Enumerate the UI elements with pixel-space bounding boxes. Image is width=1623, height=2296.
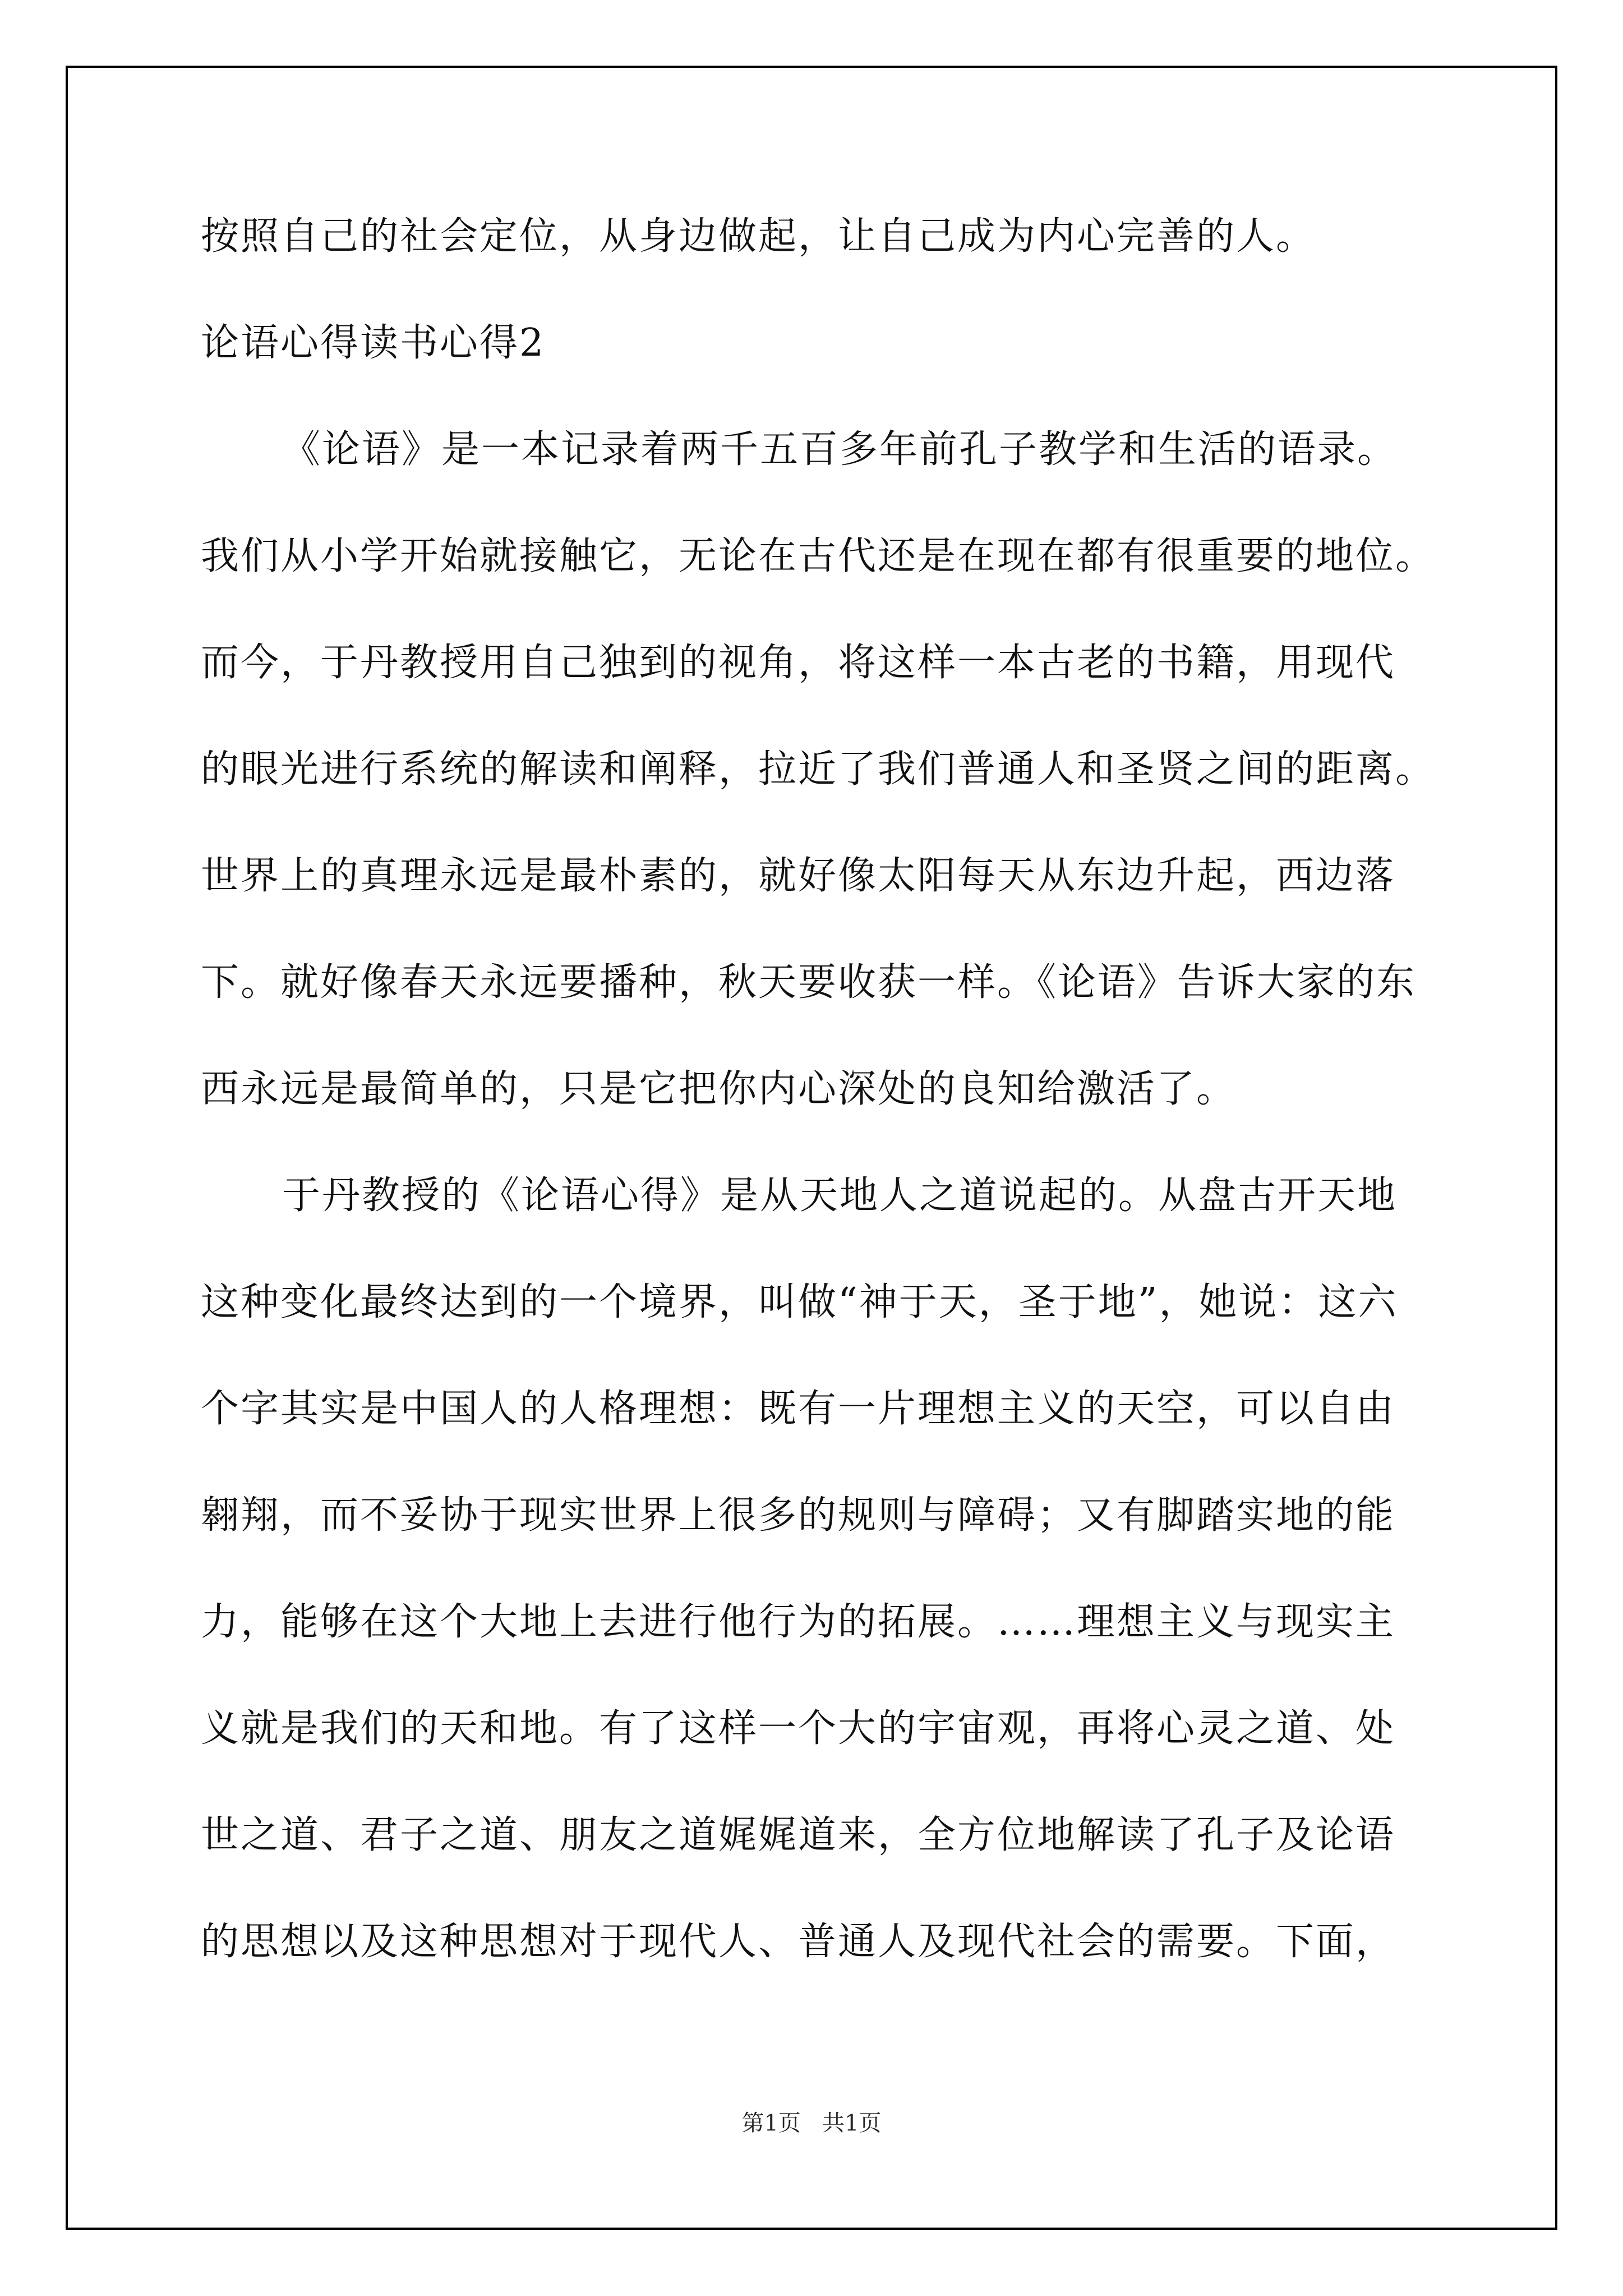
paragraph-line: 的思想以及这种思想对于现代人、普通人及现代社会的需要。下面， — [201, 1920, 1396, 1964]
paragraph-line: 我们从小学开始就接触它，无论在古代还是在现在都有很重要的地位。 — [201, 534, 1436, 578]
document-body — [201, 214, 1436, 1964]
paragraph-line: 个字其实是中国人的人格理想：既有一片理想主义的天空，可以自由 — [201, 1387, 1396, 1431]
paragraph-line: 义就是我们的天和地。有了这样一个大的宇宙观，再将心灵之道、处 — [201, 1706, 1396, 1751]
paragraph-line: 翱翔，而不妥协于现实世界上很多的规则与障碍；又有脚踏实地的能 — [201, 1493, 1396, 1538]
page-footer: 第1页 共1页 — [741, 2110, 882, 2136]
paragraph-line: 于丹教授的《论语心得》是从天地人之道说起的。从盘古开天地 — [282, 1174, 1398, 1218]
paragraph-line: 按照自己的社会定位，从身边做起，让自己成为内心完善的人。 — [201, 214, 1316, 259]
paragraph-line: 世之道、君子之道、朋友之道娓娓道来，全方位地解读了孔子及论语 — [201, 1813, 1396, 1857]
paragraph-line: 力，能够在这个大地上去进行他行为的拓展。……理想主义与现实主 — [201, 1600, 1396, 1644]
paragraph-line: 世界上的真理永远是最朴素的，就好像太阳每天从东边升起，西边落 — [201, 854, 1396, 898]
paragraph-line: 《论语》是一本记录着两千五百多年前孔子教学和生活的语录。 — [282, 427, 1398, 472]
paragraph-line: 而今，于丹教授用自己独到的视角，将这样一本古老的书籍，用现代 — [201, 641, 1396, 685]
paragraph-line: 的眼光进行系统的解读和阐释，拉近了我们普通人和圣贤之间的距离。 — [201, 747, 1436, 792]
paragraph-line: 下。就好像春天永远要播种，秋天要收获一样。《论语》告诉大家的东 — [201, 960, 1417, 1005]
paragraph-line: 西永远是最简单的，只是它把你内心深处的良知给激活了。 — [201, 1067, 1237, 1111]
section-title: 论语心得读书心得2 — [201, 321, 546, 365]
paragraph-line: 这种变化最终达到的一个境界，叫做“神于天，圣于地”，她说：这六 — [201, 1280, 1398, 1324]
